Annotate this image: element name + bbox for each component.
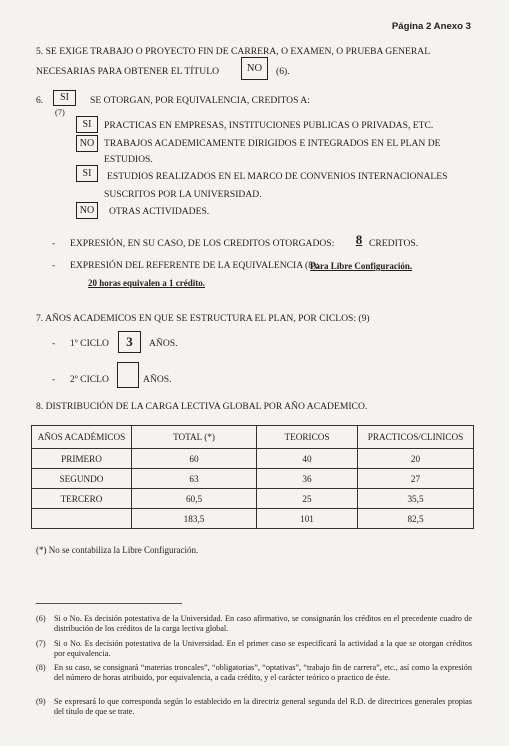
s7-ciclo1-box: 3 [118,331,141,353]
s7-ciclo2-bullet: - [52,374,56,385]
s6-item2-text2: ESTUDIOS. [104,154,153,165]
s6-item1-box: SI [76,116,98,133]
table-row [32,449,474,469]
footnote-6 [36,614,472,634]
s6-item2-box: NO [76,135,98,152]
table-cell: 40 [257,449,358,469]
footnote-number: (8) [36,663,46,672]
s6-expr2-value1: Para Libre Configuración. [310,261,413,271]
s6-item2-text: TRABAJOS ACADEMICAMENTE DIRIGIDOS E INTEGRADOS EN EL PLAN DE [104,138,441,149]
s6-expr2-label: EXPRESIÓN DEL REFERENTE DE LA EQUIVALENCIA (8): [70,260,319,271]
footnote-text: Si o No. Es decisión potestativa de la Universidad. En el primer caso se especificará la actividad a la que se otorgan créditos por equivalencia. [54,639,472,658]
table-cell: SEGUNDO [32,469,132,489]
column-header: TOTAL (*) [132,426,257,449]
s7-ciclo1-bullet: - [52,338,56,349]
s7-ciclo2-label: 2º CICLO [70,374,109,385]
s5-note: (6). [276,66,290,77]
s6-item1-text: PRACTICAS EN EMPRESAS, INSTITUCIONES PUBLICAS O PRIVADAS, ETC. [104,120,434,131]
table-cell: 101 [257,509,358,529]
column-header: PRACTICOS/CLINICOS [358,426,474,449]
footnote-number: (6) [36,614,46,623]
table-cell: 36 [257,469,358,489]
table-cell: 82,5 [358,509,474,529]
table-cell: 183,5 [132,509,257,529]
table-header-row [32,426,474,449]
table-note: (*) No se contabiliza la Libre Configuración. [36,545,199,555]
table-total-row [32,509,474,529]
s7-ciclo1-unit: AÑOS. [149,338,178,349]
footnote-7 [36,639,472,659]
s6-expr2-value2: 20 horas equivalen a 1 crédito. [88,278,205,288]
carga-lectiva-table [31,425,474,529]
table-cell: 60,5 [132,489,257,509]
s7-ciclo2-box [117,362,139,388]
s6-answer-box: SI [53,90,76,106]
s6-item3-text2: SUSCRITOS POR LA UNIVERSIDAD. [104,189,262,200]
page-header: Página 2 Anexo 3 [391,21,471,32]
s6-item4-text: OTRAS ACTIVIDADES. [109,206,210,217]
s7-ciclo1-label: 1º CICLO [70,338,109,349]
s6-title: SE OTORGAN, POR EQUIVALENCIA, CREDITOS A: [90,95,310,106]
s6-item3-box: SI [76,165,98,182]
s6-expr1-unit: CREDITOS. [369,238,419,249]
s6-expr1-value: 8 [355,232,363,247]
footnote-text: Si o No. Es decisión potestativa de la Universidad. En caso afirmativo, se consignarán los créditos en el precedente cuadro de distribución de los créditos de la carga lectiva global. [54,614,472,633]
table-cell: 27 [358,469,474,489]
table-row [32,489,474,509]
table-cell: 25 [257,489,358,509]
footnote-number: (9) [36,697,46,706]
s6-ref: (7) [55,108,65,117]
table-cell: 63 [132,469,257,489]
column-header: AÑOS ACADÉMICOS [32,426,132,449]
s8-title: 8. DISTRIBUCIÓN DE LA CARGA LECTIVA GLOBAL POR AÑO ACADEMICO. [36,401,368,412]
s7-ciclo2-unit: AÑOS. [143,374,172,385]
table-cell: 20 [358,449,474,469]
s6-item3-text: ESTUDIOS REALIZADOS EN EL MARCO DE CONVENIOS INTERNACIONALES [107,171,448,182]
s6-number: 6. [36,95,44,106]
s5-line1: 5. SE EXIGE TRABAJO O PROYECTO FIN DE CARRERA, O EXAMEN, O PRUEBA GENERAL [36,46,431,57]
column-header: TEORICOS [257,426,358,449]
table-cell [32,509,132,529]
footnote-8 [36,663,472,683]
s7-title: 7. AÑOS ACADEMICOS EN QUE SE ESTRUCTURA EL PLAN, POR CICLOS: (9) [36,313,370,324]
table-row [32,469,474,489]
s5-line2: NECESARIAS PARA OBTENER EL TÍTULO [36,66,220,77]
s6-item4-box: NO [76,202,98,219]
s5-answer-box: NO [241,57,268,80]
footnote-text: Se expresará lo que corresponda según lo establecido en la directriz general segunda del R.D. de directrices generales propias del título de que se trate. [54,697,472,716]
table-cell: TERCERO [32,489,132,509]
footnote-9 [36,697,472,717]
footnote-text: En su caso, se consignará “materias troncales”, “obligatorias”, “optativas”, “trabajo fin de carrera”, etc., así como la expresión del número de horas atribuido, por equivalencia, a cada crédito, y el carácter teórico o practico de éste. [54,663,472,682]
s6-expr1-label: EXPRESIÓN, EN SU CASO, DE LOS CREDITOS OTORGADOS: [70,238,335,249]
s6-expr1-bullet: - [52,238,56,249]
footnote-divider [36,603,182,604]
footnote-number: (7) [36,639,46,648]
table-cell: PRIMERO [32,449,132,469]
table-cell: 35,5 [358,489,474,509]
s6-expr2-bullet: - [52,260,56,271]
table-cell: 60 [132,449,257,469]
